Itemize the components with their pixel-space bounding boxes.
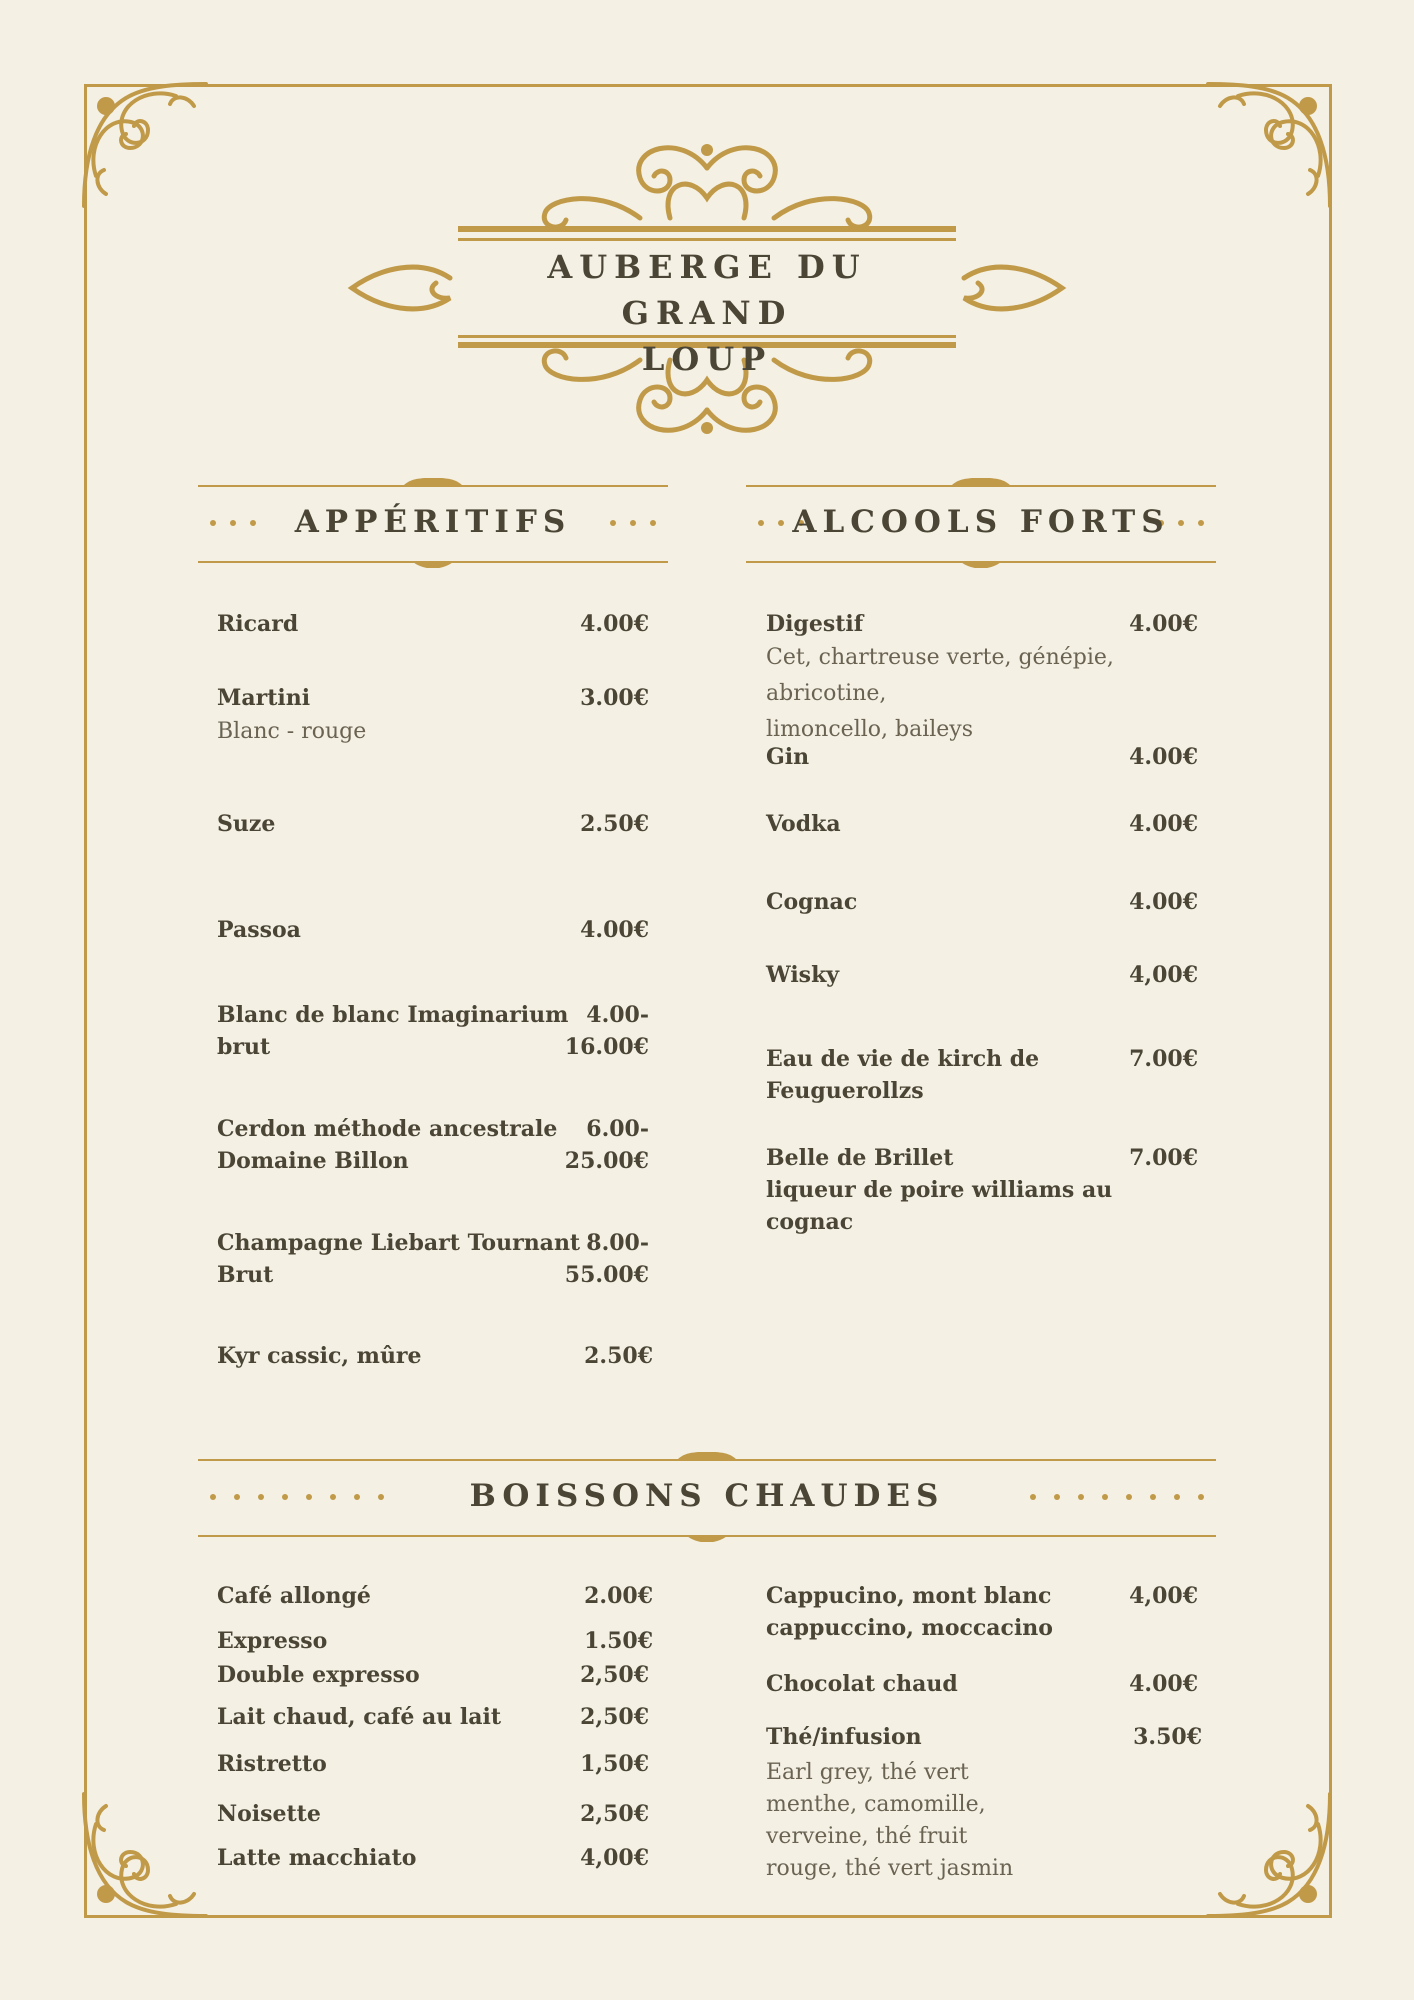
item-price: 2,50€ xyxy=(580,1801,649,1827)
item-name: Double expresso xyxy=(217,1662,420,1688)
list-item xyxy=(766,959,1198,991)
item-name: Suze xyxy=(217,811,276,837)
item-description: Blanc - rouge xyxy=(217,719,367,744)
section-title-aperitifs: APPÉRITIFS xyxy=(294,504,572,540)
item-name: Belle de Brillet liqueur de poire williams au cognac xyxy=(766,1145,1113,1235)
section-title-alcools: ALCOOLS FORTS xyxy=(792,504,1170,540)
list-item xyxy=(766,1721,1202,1885)
section-header-aperitifs xyxy=(198,478,668,568)
list-item xyxy=(766,608,1198,748)
item-price: 4,00€ xyxy=(1129,962,1198,988)
item-price: 1,50€ xyxy=(580,1751,649,1777)
list-item xyxy=(766,741,1198,773)
item-price: 4.00€ xyxy=(580,611,649,637)
item-price: 2.00€ xyxy=(584,1583,653,1609)
item-name: Chocolat chaud xyxy=(766,1671,958,1697)
item-name: Kyr cassic, mûre xyxy=(217,1343,422,1369)
item-name: Thé/infusion xyxy=(766,1724,922,1750)
list-item xyxy=(217,1340,653,1372)
item-name: Lait chaud, café au lait xyxy=(217,1704,502,1730)
list-item xyxy=(217,608,649,640)
item-name: Gin xyxy=(766,744,810,770)
list-item xyxy=(766,1142,1198,1238)
item-price: 7.00€ xyxy=(1129,1046,1198,1072)
item-price: 4.00€ xyxy=(1129,1671,1198,1697)
item-price: 6.00- 25.00€ xyxy=(564,1116,649,1174)
section-header-chaudes xyxy=(198,1452,1216,1542)
item-name: Expresso xyxy=(217,1628,328,1654)
item-price: 4.00€ xyxy=(1129,889,1198,915)
item-price: 4.00€ xyxy=(1129,811,1198,837)
item-name: Latte macchiato xyxy=(217,1845,417,1871)
corner-ornament-bottom-right xyxy=(1198,1784,1338,1924)
item-name: Digestif xyxy=(766,611,864,637)
item-name: Blanc de blanc Imaginarium brut xyxy=(217,1002,569,1060)
list-item xyxy=(766,808,1198,840)
item-description: Cet, chartreuse verte, génépie, abricotine, limoncello, baileys xyxy=(766,645,1114,742)
item-name: Wisky xyxy=(766,962,840,988)
item-name: Cognac xyxy=(766,889,858,915)
restaurant-name-line2: LOUP xyxy=(641,340,773,378)
list-item xyxy=(217,1798,649,1830)
list-item xyxy=(217,682,649,750)
list-item xyxy=(217,1842,649,1874)
item-name: Noisette xyxy=(217,1801,321,1827)
item-price: 4,00€ xyxy=(580,1845,649,1871)
item-price: 2,50€ xyxy=(580,1704,649,1730)
list-item xyxy=(217,1659,649,1691)
item-price: 4.00- 16.00€ xyxy=(564,1002,649,1060)
item-description: Earl grey, thé vert menthe, camomille, verveine, thé fruit rouge, thé vert jasmin xyxy=(766,1760,1014,1881)
item-name: Ricard xyxy=(217,611,299,637)
item-name: Champagne Liebart Tournant Brut xyxy=(217,1230,581,1288)
list-item xyxy=(766,886,1198,918)
item-price: 7.00€ xyxy=(1129,1145,1198,1171)
corner-ornament-bottom-left xyxy=(76,1784,216,1924)
item-price: 3.00€ xyxy=(580,685,649,711)
item-price: 4.00€ xyxy=(1129,744,1198,770)
list-item xyxy=(766,1580,1198,1644)
item-name: Eau de vie de kirch de Feuguerollzs xyxy=(766,1046,1040,1104)
list-item xyxy=(766,1668,1198,1700)
item-name: Cappucino, mont blanc cappuccino, moccacino xyxy=(766,1583,1053,1641)
list-item xyxy=(766,1043,1198,1107)
restaurant-name xyxy=(460,244,954,382)
list-item xyxy=(217,808,649,840)
list-item xyxy=(217,999,649,1063)
list-item xyxy=(217,914,649,946)
item-price: 1.50€ xyxy=(584,1628,653,1654)
item-price: 2,50€ xyxy=(580,1662,649,1688)
list-item xyxy=(217,1748,649,1780)
list-item xyxy=(217,1227,649,1291)
item-name: Passoa xyxy=(217,917,301,943)
section-header-alcools xyxy=(746,478,1216,568)
list-item xyxy=(217,1113,649,1177)
section-title-chaudes: BOISSONS CHAUDES xyxy=(469,1478,945,1514)
item-name: Ristretto xyxy=(217,1751,327,1777)
item-price: 8.00- 55.00€ xyxy=(564,1230,649,1288)
list-item xyxy=(217,1701,649,1733)
corner-ornament-top-right xyxy=(1198,76,1338,216)
corner-ornament-top-left xyxy=(76,76,216,216)
item-name: Café allongé xyxy=(217,1583,371,1609)
item-price: 4.00€ xyxy=(580,917,649,943)
item-price: 4.00€ xyxy=(1129,611,1198,637)
item-price: 2.50€ xyxy=(584,1343,653,1369)
item-price: 4,00€ xyxy=(1129,1583,1198,1609)
restaurant-name-line1: AUBERGE DU GRAND xyxy=(547,248,867,332)
list-item xyxy=(217,1625,653,1657)
item-name: Vodka xyxy=(766,811,841,837)
list-item xyxy=(217,1580,653,1612)
restaurant-title-block xyxy=(340,128,1074,448)
item-name: Martini xyxy=(217,685,311,711)
item-price: 3.50€ xyxy=(1133,1724,1202,1750)
item-name: Cerdon méthode ancestrale Domaine Billon xyxy=(217,1116,558,1174)
item-price: 2.50€ xyxy=(580,811,649,837)
